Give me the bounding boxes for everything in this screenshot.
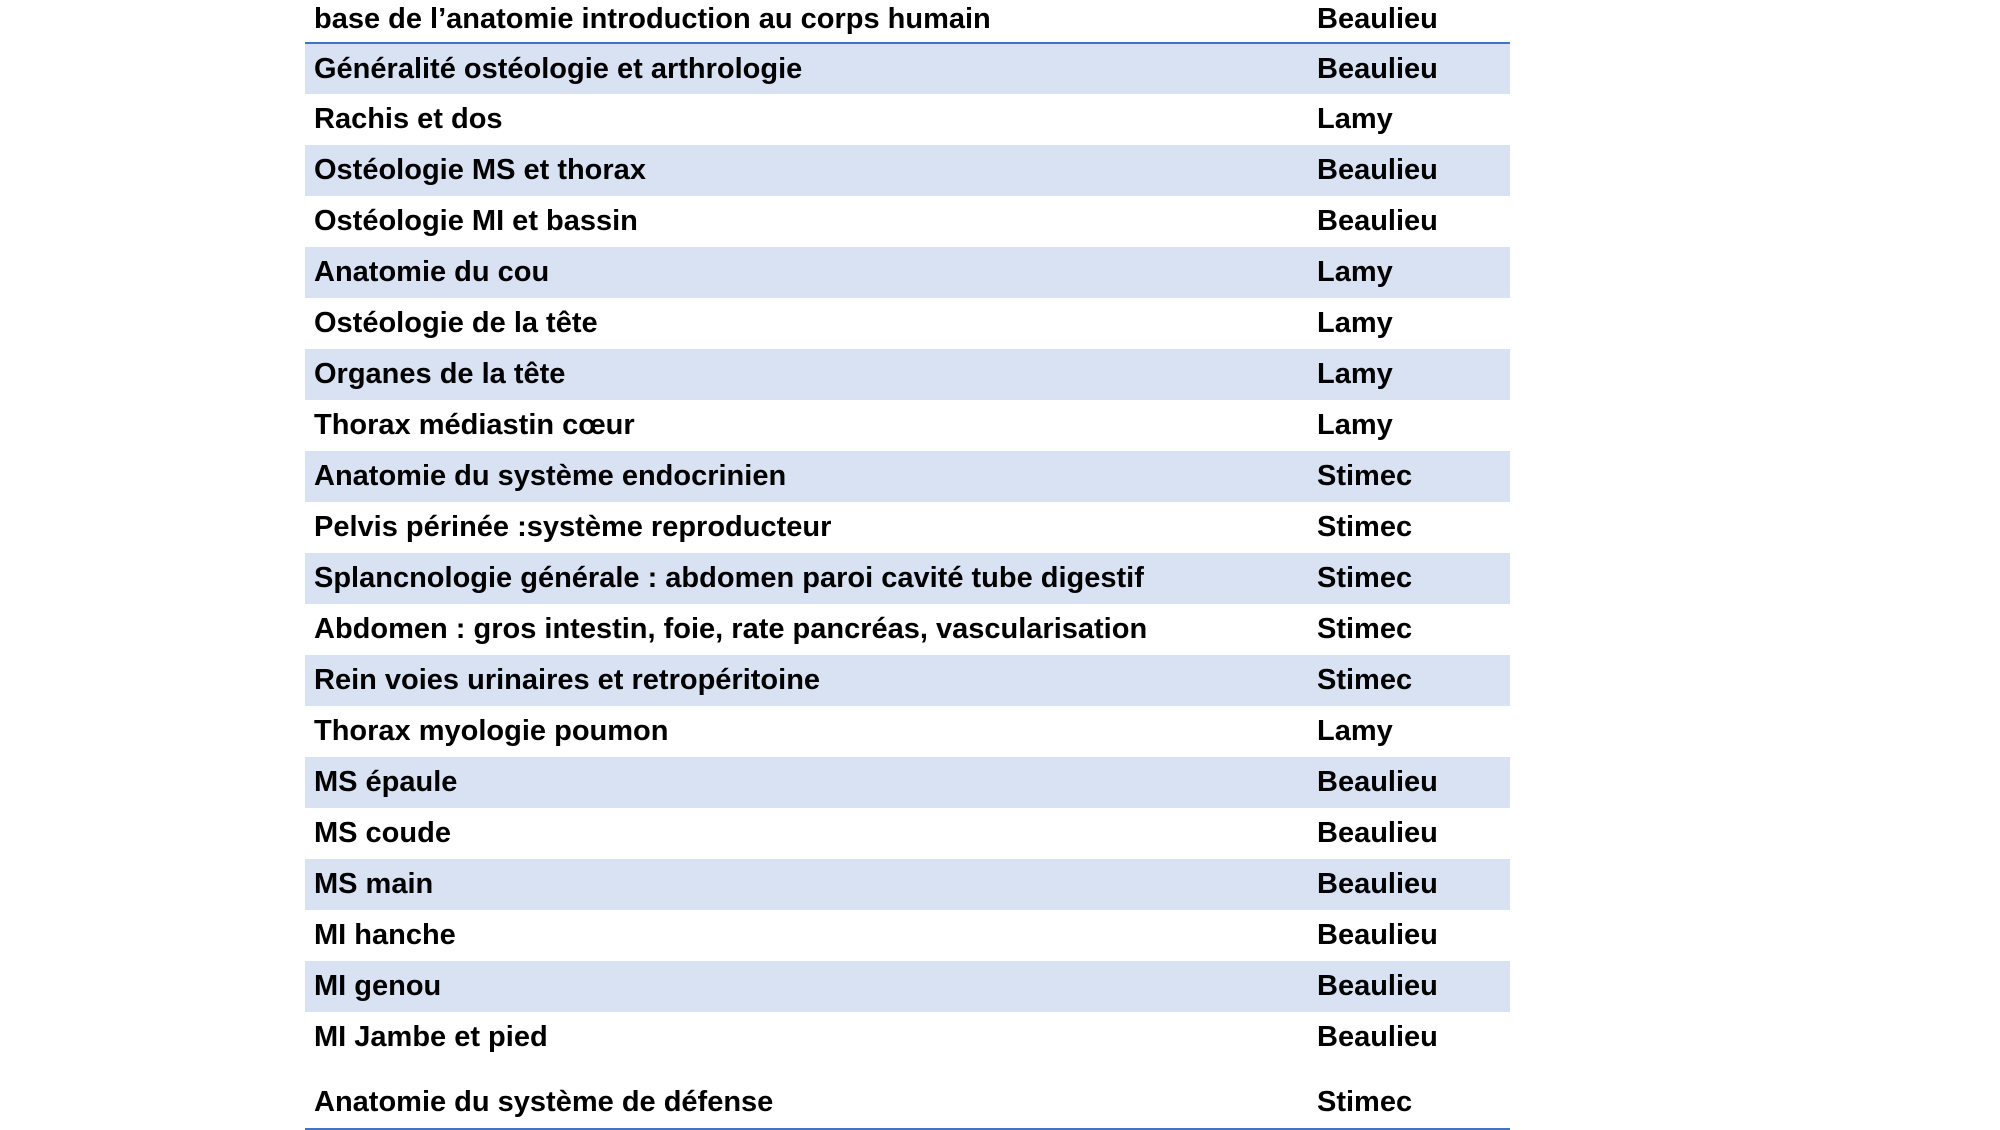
course-teacher: Beaulieu [1317,205,1438,237]
course-teacher: Lamy [1308,247,1510,298]
course-topic: MI hanche [314,919,456,951]
course-topic: base de l’anatomie introduction au corps humain [305,0,1308,43]
course-topic: MI genou [305,961,1308,1012]
table-row [305,247,1510,298]
course-teacher: Lamy [1317,307,1393,339]
course-topic: Splancnologie générale : abdomen paroi cavité tube digestif [305,553,1308,604]
course-table-body [305,0,1510,1129]
course-teacher: Beaulieu [1317,1021,1438,1053]
table-row [305,604,1510,655]
course-teacher: Beaulieu [1308,859,1510,910]
course-teacher: Stimec [1308,655,1510,706]
course-topic: Anatomie du système endocrinien [305,451,1308,502]
course-topic: Ostéologie MI et bassin [314,205,638,237]
course-teacher: Stimec [1308,451,1510,502]
course-topic: Généralité ostéologie et arthrologie [305,43,1308,94]
table-row [305,553,1510,604]
table-row [305,400,1510,451]
course-topic: Organes de la tête [305,349,1308,400]
course-topic: Ostéologie MS et thorax [305,145,1308,196]
table-row [305,1063,1510,1129]
course-teacher: Lamy [1308,349,1510,400]
course-teacher: Beaulieu [1317,817,1438,849]
course-topic: Ostéologie de la tête [314,307,598,339]
course-topic: MI Jambe et pied [314,1021,548,1053]
table-row [305,1012,1510,1063]
course-teacher: Beaulieu [1308,145,1510,196]
course-topic: MS épaule [305,757,1308,808]
table-row [305,0,1510,43]
course-teacher: Lamy [1317,715,1393,747]
table-row [305,655,1510,706]
course-topic: Rachis et dos [314,103,503,135]
course-topic: Thorax médiastin cœur [314,409,635,441]
course-topic: Thorax myologie poumon [314,715,669,747]
course-topic: Abdomen : gros intestin, foie, rate pancréas, vascularisation [314,613,1148,645]
table-row [305,859,1510,910]
course-teacher: Lamy [1317,103,1393,135]
table-row [305,298,1510,349]
table-row [305,196,1510,247]
table-row [305,451,1510,502]
table-row [305,808,1510,859]
table-row [305,706,1510,757]
table-row [305,43,1510,94]
course-teacher: Stimec [1317,613,1413,645]
course-teacher: Stimec [1317,511,1413,543]
course-teacher: Beaulieu [1308,43,1510,94]
course-topic: Rein voies urinaires et retropéritoine [305,655,1308,706]
course-topic: MS main [305,859,1308,910]
table-row [305,961,1510,1012]
course-teacher: Beaulieu [1317,919,1438,951]
table-row [305,910,1510,961]
course-teacher: Lamy [1317,409,1393,441]
course-teacher: Stimec [1308,553,1510,604]
table-row [305,349,1510,400]
course-table [305,0,1510,1130]
table-row [305,145,1510,196]
table-row [305,757,1510,808]
table-row [305,94,1510,145]
course-teacher: Beaulieu [1308,0,1510,43]
course-teacher: Beaulieu [1308,961,1510,1012]
course-topic: Anatomie du système de défense [305,1063,1308,1129]
course-topic: MS coude [314,817,451,849]
course-topic: Pelvis périnée :système reproducteur [314,511,832,543]
table-row [305,502,1510,553]
course-teacher: Stimec [1308,1063,1510,1129]
course-teacher: Beaulieu [1308,757,1510,808]
course-topic: Anatomie du cou [305,247,1308,298]
